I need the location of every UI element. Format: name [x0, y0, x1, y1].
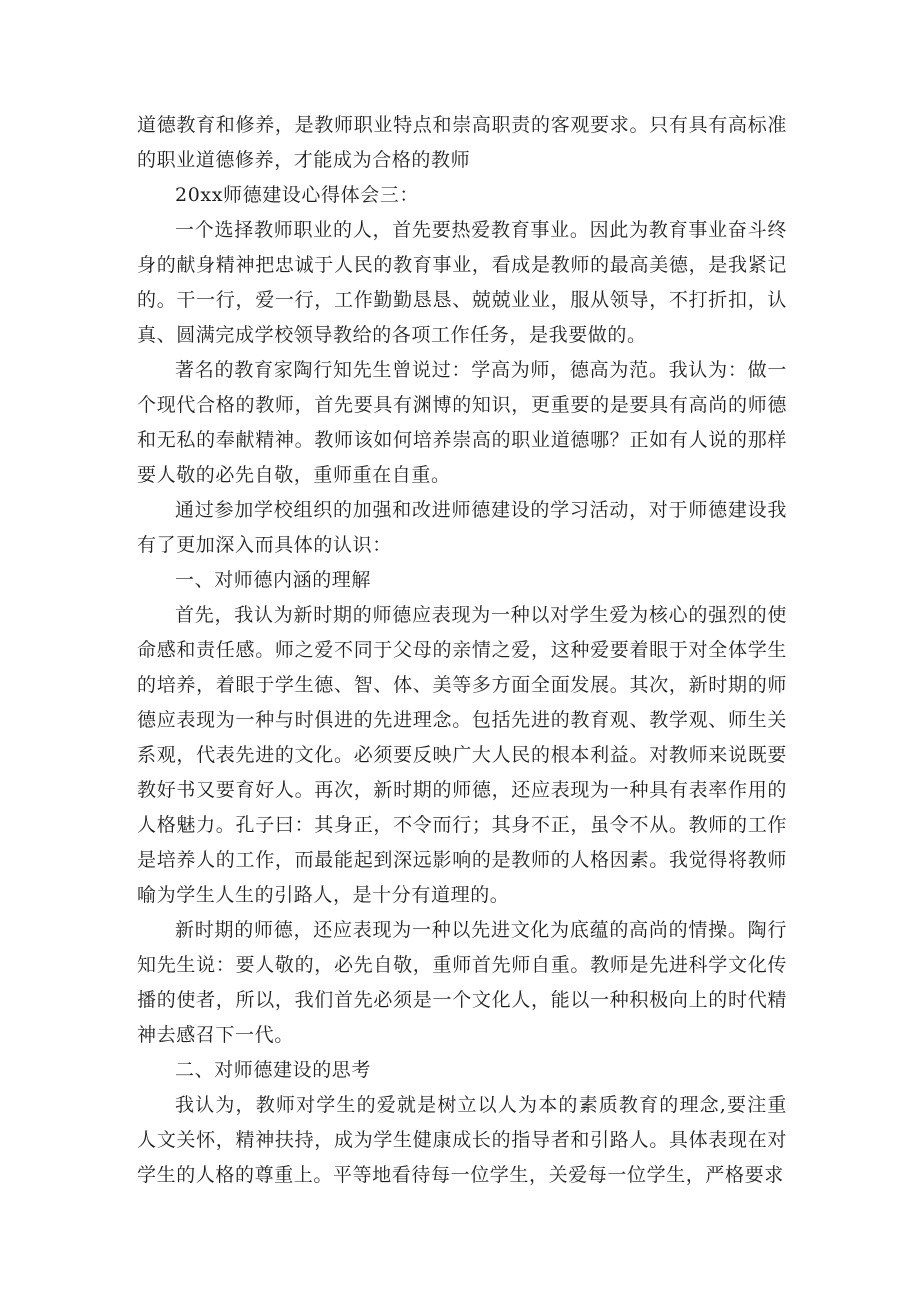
body-paragraph-1: 一个选择教师职业的人，首先要热爱教育事业。因此为教育事业奋斗终身的献身精神把忠诚于人民的教育事业，看成是教师的最高美德，是我紧记的。干一行，爱一行，工作勤勤恳恳、兢兢业业，服从领导，不打折扣，认真、圆满完成学校领导教给的各项工作任务，是我要做的。 — [137, 219, 787, 346]
body-paragraph-6: 我认为，教师对学生的爱就是树立以人为本的素质教育的理念,要注重人文关怀，精神扶持，成为学生健康成长的指导者和引路人。具体表现在对学生的人格的尊重上。平等地看待每一位学生，关爱每一位学生，严格要求 — [137, 1094, 787, 1186]
section-heading-three: 20xx师德建设心得体会三： — [175, 184, 420, 206]
body-paragraph-3: 通过参加学校组织的加强和改进师德建设的学习活动，对于师德建设我有了更加深入而具体的认识： — [137, 499, 787, 556]
body-paragraph-2: 著名的教育家陶行知先生曾说过：学高为师，德高为范。我认为：做一个现代合格的教师，首先要具有渊博的知识，更重要的是要具有高尚的师德和无私的奉献精神。教师该如何培养崇高的职业道德哪？正如有人说的那样要人敬的必先自敬，重师重在自重。 — [137, 359, 787, 486]
subheading-2: 二、对师德建设的思考 — [175, 1059, 372, 1081]
subheading-1: 一、对师德内涵的理解 — [175, 569, 372, 591]
document-body — [137, 108, 787, 1193]
body-paragraph-5: 新时期的师德，还应表现为一种以先进文化为底蕴的高尚的情操。陶行知先生说：要人敬的，必先自敬，重师首先师自重。教师是先进科学文化传播的使者，所以，我们首先必须是一个文化人，能以一种积极向上的时代精神去感召下一代。 — [137, 919, 787, 1046]
continuation-paragraph: 道德教育和修养，是教师职业特点和崇高职责的客观要求。只有具有高标准的职业道德修养，才能成为合格的教师 — [137, 114, 787, 171]
body-paragraph-4: 首先，我认为新时期的师德应表现为一种以对学生爱为核心的强烈的使命感和责任感。师之爱不同于父母的亲情之爱，这种爱要着眼于对全体学生的培养，着眼于学生德、智、体、美等多方面全面发展。其次，新时期的师德应表现为一种与时俱进的先进理念。包括先进的教育观、教学观、师生关系观，代表先进的文化。必须要反映广大人民的根本利益。对教师来说既要教好书又要育好人。再次，新时期的师德，还应表现为一种具有表率作用的人格魅力。孔子曰：其身正，不令而行；其身不正，虽令不从。教师的工作是培养人的工作，而最能起到深远影响的是教师的人格因素。我觉得将教师喻为学生人生的引路人，是十分有道理的。 — [137, 604, 787, 906]
